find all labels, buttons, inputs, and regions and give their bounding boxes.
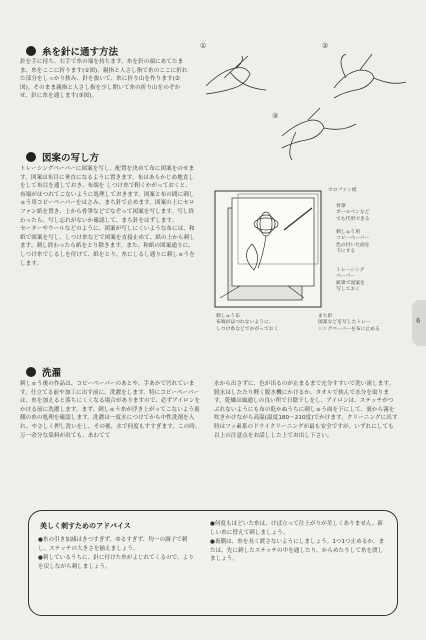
bullet-icon [26, 46, 36, 56]
washing-right-column: 水から出さずに、色が出るのが止まるまで充分すすいで洗い流します。脱水はしたたり軽く脱水機にかけるか、タオルで挟んで水分を取ります。乾燥は風通しの良い所で日陰干しをし、アイロンは、ステッチがつぶれないようにも布の乾かぬうちに刺しゅう面を下にして、裏から霧を吹きかけながら高温(温度180〜210度)でかけます。クリーニングに出す時はフッ素系のドライクリーニングが最も安全ですが、いずれにしても以上の注意点をお話しした上でお出し下さい。 [214, 381, 398, 439]
section-body [20, 165, 196, 268]
label-pins: まち針 図案などを写したトレー シングペーパーを布に止める [318, 314, 380, 332]
advice-right-column [210, 520, 386, 565]
section-title: 図案の写し方 [42, 153, 100, 164]
figure-number: ① [200, 42, 207, 50]
label-cloth: 刺しゅう布 布端がほつれないように、 しつけ糸などでかがっておく [216, 314, 279, 332]
bullet-icon [26, 152, 36, 162]
figure-number: ③ [272, 112, 279, 120]
section-title: 糸を針に通す方法 [42, 47, 119, 58]
hand-needle-fig2 [334, 54, 406, 98]
label-tracing-paper: トレーシング ペーパー 鉛筆で図案を 写しておく [336, 268, 365, 293]
transfer-illustration [214, 190, 324, 320]
advice-left-column [38, 536, 196, 572]
section-heading-washing [20, 365, 61, 379]
hand-needle-fig1 [206, 56, 266, 94]
page-number: 6 [416, 317, 421, 325]
label-bone-stylus: 骨筆 ボールペンなど でも代用できる [336, 204, 370, 222]
washing-left-column: 刺しゅう後の作品は、コピーペーパーのあとや、手あかで汚れています。仕立てる前や加工に出す前に、洗濯をします。特にコピーペーパーは、糸を加えると落ちにくくなる場合がありますので、必ずアイロンをかける前に洗濯します。まず、刺しゅう糸が浮き上がってこないよう裏側の糸の処理を確認します。洗濯は一度水につけてから中性洗剤を入れ、やさしく押し洗いをし、その後、水で何度もすすぎます。この時、万一余分な染料が出ても、あわてて [20, 381, 201, 439]
section-body [20, 58, 190, 101]
paragraph: 針を手に持ち、右手で糸の端を持ちます。糸を針の頭にあてたまま、糸をここに折ります(①図)。親指と人さし指で糸のここに折れた部分をしっかり挟み、針を抜いて、糸に折り山を作ります(②図)。そのまま親指と人さし指を少し開いて糸の折り山をのぞかせ、針に糸を通します(③図)。 [20, 59, 188, 100]
tracing-paper [232, 198, 314, 286]
hand-needle-fig3 [282, 108, 356, 160]
label-cellophane: セロファン紙 [328, 188, 357, 193]
advice-title: 美しく刺すためのアドバイス [40, 522, 131, 530]
advice-item: ●裏側は、糸を長く渡さないようにしましょう。1つ1つ止めるか、または、先に刺したステッチの中を通したり、からめたりして糸を渡しましょう。 [210, 539, 385, 563]
advice-item: ●刺しているうちに、針に付けた糸がよじれてくるので、よりを戻しながら刺しましょう。 [38, 555, 194, 570]
page-tab [412, 300, 426, 346]
section-title: 洗濯 [42, 368, 62, 379]
threading-illustration [196, 48, 411, 168]
section-heading-threading [20, 44, 118, 58]
section-heading-transfer [20, 150, 99, 164]
label-copy-paper: 刺しゅう用 コピーペーパー 色の付いた面を 下にする [336, 230, 370, 255]
advice-item: ●糸の引き加減はきつすぎず、ゆるすぎず、均一の調子で刺し、ステッチの大きさを揃えましょう。 [38, 537, 188, 552]
paragraph: セーターやウールなどのように、図案が写しにくいような布には、和紙で図案を写し、しつけ糸などで図案を直接止めて、紙の上から刺します。刺し終わったら紙をとり除きます。また、和紙の図案通りに、しつけ糸でしるしを付けて、紙をとり、糸にしるし通りに刺しゅうをします。 [20, 226, 195, 267]
figure-number: ② [322, 42, 329, 50]
paragraph: トレーシングペーパーに図案を写し、配置を決めて布に図案をのせます。図案は布目に垂直になるように置きます。布はあらかじめ地直しをして布目を通しておき、布端を しつけ糸で粗くかがっておくと、布端がほつれてこないように処理しておきます。図案と布の間に刺しゅう用コピーペーパーをはさみ、まち針で止めます。図案の上にセロファン紙を置き、上から骨筆などでなぞって図案を写します。写し終わったら、写し忘れがないか確認して、まち針をはずします。 [20, 166, 195, 224]
bullet-icon [26, 367, 36, 377]
advice-item: ●何度もほどいた糸は、けば立って仕上がりが美しくありません。新しい糸に替えて刺しましょう。 [210, 521, 384, 536]
